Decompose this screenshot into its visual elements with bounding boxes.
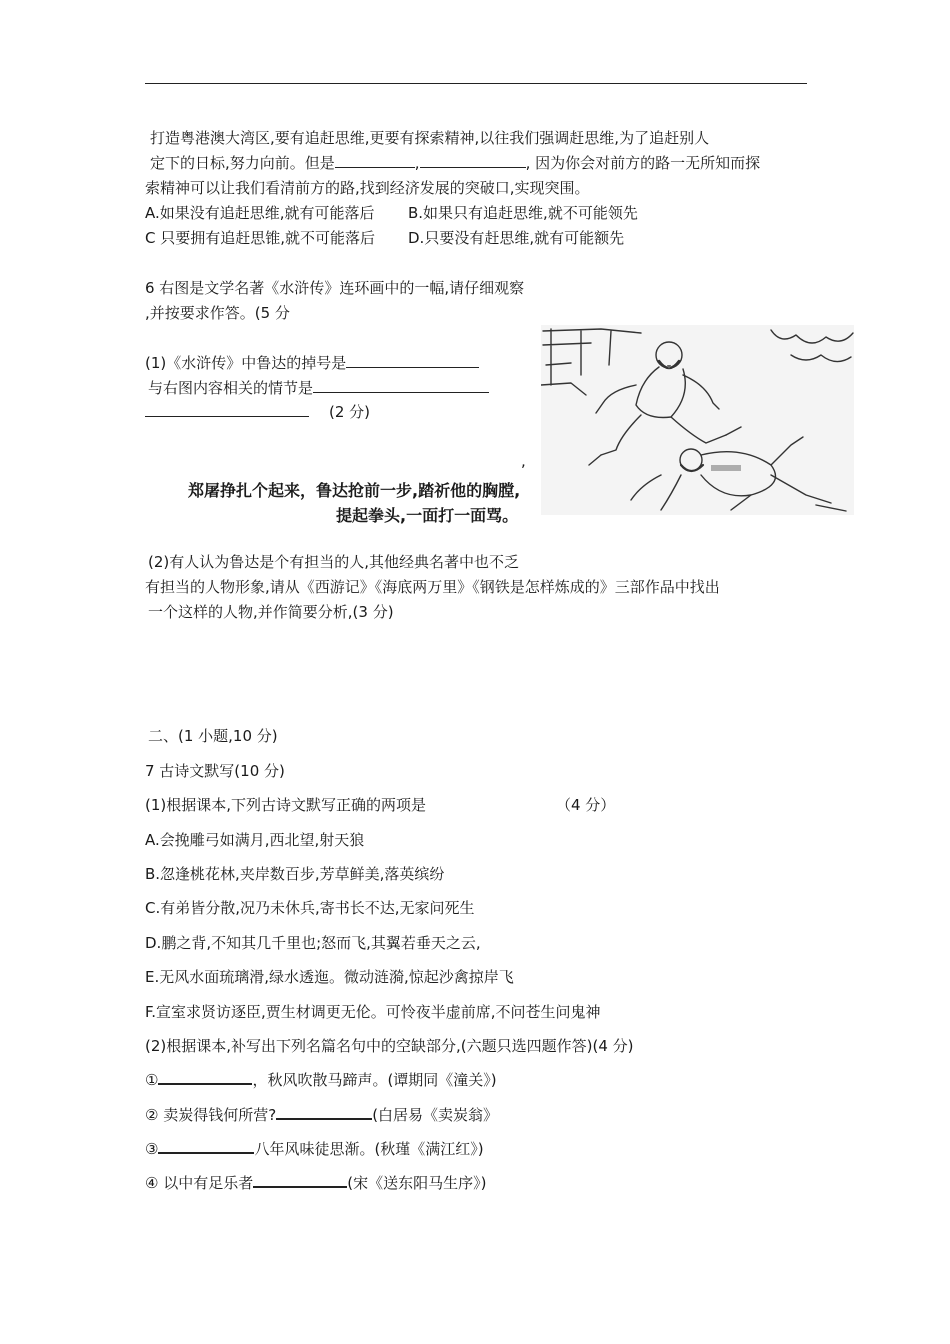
q7-option-b: B.忽逢桃花林,夹岸数百步,芳草鲜美,落英缤纷: [145, 865, 445, 883]
q5-line2-pre: 定下的日标,努力向前。但是: [150, 154, 335, 172]
q6-sub2-line2: 有担当的人物形象,请从《西游记》《海底两万里》《钢铁是怎样炼成的》三部作品中找出: [145, 578, 720, 596]
fill-4-text-pre: ④ 以中有足乐者: [145, 1174, 254, 1192]
q7-option-e: E.无风水面琉璃滑,绿水透迤。微动涟漪,惊起沙禽掠岸飞: [145, 968, 514, 986]
q7-sub1-score: （4 分）: [556, 796, 616, 814]
q6-sub1-line3: [145, 401, 370, 422]
q7-option-f: F.宣室求贤访逐臣,贾生材调更无伦。可怜夜半虚前席,不问苍生问鬼神: [145, 1003, 601, 1021]
q6-sub1-text: (1)《水浒传》中鲁达的掉号是: [145, 354, 347, 372]
q5-line2-sep: ,: [414, 154, 420, 172]
q6-nickname-blank: [346, 353, 479, 368]
fill-2-blank: [276, 1104, 372, 1120]
fill-item-4: [145, 1172, 486, 1193]
fill-item-2: [145, 1104, 498, 1125]
q7-title: 7 古诗文默写(10 分): [145, 762, 285, 780]
illustration-caption-line2: 提起拳头,一面打一面骂。: [336, 506, 519, 525]
q6-sub2-line1: (2)有人认为鲁达是个有担当的人,其他经典名著中也不乏: [148, 553, 520, 571]
fill-item-3: [145, 1138, 484, 1159]
q7-sub2: (2)根据课本,补写出下列名篇名句中的空缺部分,(六题只选四题作答)(4 分): [145, 1037, 634, 1055]
section2-title: 二、(1 小题,10 分): [148, 727, 278, 745]
q5-option-b: B.如果只有追赶思维,就不可能领先: [408, 204, 638, 222]
q6-comma: ,: [521, 452, 526, 470]
q7-option-a: A.会挽雕弓如满月,西北望,射天狼: [145, 831, 365, 849]
q7-option-c: C.有弟皆分散,况乃未休兵,寄书长不达,无家问死生: [145, 899, 475, 917]
q6-sub1-line2-text: 与右图内容相关的情节是: [148, 379, 314, 397]
fill-3-text: 八年风味徒思渐。(秋瑾《满江红》): [254, 1140, 484, 1158]
header-rule: [145, 83, 807, 84]
q5-blank-1: [335, 153, 415, 168]
fill-4-blank: [253, 1172, 347, 1188]
q6-sub2-line3: 一个这样的人物,并作简要分析,(3 分): [148, 603, 394, 621]
q7-option-d: D.鹏之背,不知其几千里也;怒而飞,其翼若垂天之云,: [145, 934, 481, 952]
fill-1-text: ，秋风吹散马蹄声。(谭期同《潼关》): [252, 1071, 497, 1089]
q5-blank-2: [420, 153, 526, 168]
q5-option-c: C 只要拥有追赶思锥,就不可能落后: [145, 229, 376, 247]
q5-option-d: D.只要没有赶思维,就有可能额先: [408, 229, 625, 247]
q6-plot-blank-1: [313, 378, 489, 393]
q5-line3: 索精神可以让我们看清前方的路,找到经济发展的突破口,实现突围。: [145, 179, 590, 197]
q6-intro-line1: 6 右图是文学名著《水浒传》连环画中的一幅,请仔细观察: [145, 279, 525, 297]
fill-4-text-post: (宋《送东阳马生序》): [347, 1174, 487, 1192]
q5-line1: 打造粤港澳大湾区,要有追赶思维,更要有探索精神,以往我们强调赶思维,为了追赶别人: [150, 129, 710, 147]
q5-line2: [150, 152, 760, 173]
water-margin-illustration: [541, 325, 854, 515]
fill-2-text-post: (白居易《卖炭翁》: [372, 1106, 499, 1124]
q6-sub1-line2: [148, 377, 489, 398]
q7-sub1: (1)根据课本,下列古诗文默写正确的两项是: [145, 796, 427, 814]
fill-1-blank: [158, 1069, 252, 1085]
q6-intro-line2: ,并按要求作答。(5 分: [145, 304, 290, 322]
q5-option-a: A.如果没有追赶思维,就有可能落后: [145, 204, 375, 222]
fill-item-1: [145, 1069, 497, 1090]
q5-line2-post: , 因为你会对前方的路一无所知而探: [525, 154, 761, 172]
q6-sub1-score: (2 分): [329, 403, 371, 421]
illustration-caption-line1: 郑屠挣扎个起来，鲁达抢前一步,踏祈他的胸膛,: [188, 481, 521, 500]
q6-plot-blank-2: [145, 402, 309, 417]
fill-3-number: ③: [145, 1140, 159, 1158]
q6-sub1-line1: [145, 352, 479, 373]
fill-3-blank: [158, 1138, 254, 1154]
fill-2-text-pre: ② 卖炭得钱何所营?: [145, 1106, 277, 1124]
fill-1-number: ①: [145, 1071, 159, 1089]
